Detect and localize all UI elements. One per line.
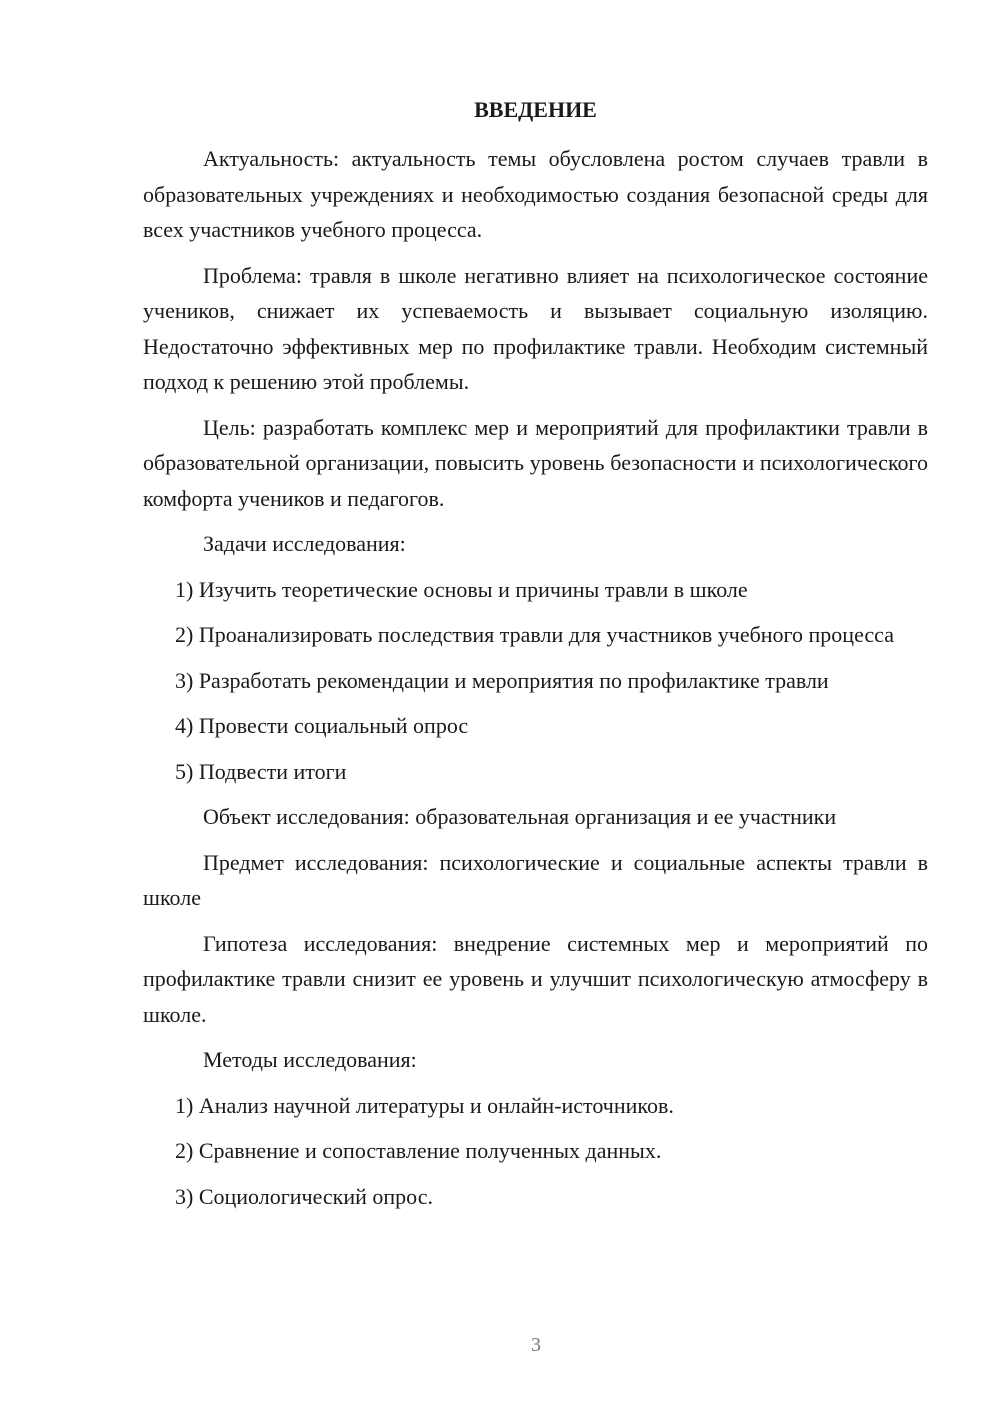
goal-paragraph: Цель: разработать комплекс мер и мероприятий для профилактики травли в образовательной организации, повысить уровень безопасности и психологического комфорта учеников и педагогов. xyxy=(143,414,928,511)
method-item: 2) Сравнение и сопоставление полученных данных. xyxy=(175,1138,662,1163)
method-item: 1) Анализ научной литературы и онлайн-источников. xyxy=(175,1092,674,1118)
methods-heading: Методы исследования: xyxy=(203,1047,417,1072)
task-item: 3) Разработать рекомендации и мероприятия по профилактике травли xyxy=(175,667,829,693)
object-paragraph: Объект исследования: образовательная организация и ее участники xyxy=(203,804,837,829)
page-number: 3 xyxy=(531,1334,541,1356)
method-item: 3) Социологический опрос. xyxy=(175,1183,433,1209)
task-item: 5) Подвести итоги xyxy=(175,758,347,784)
tasks-heading: Задачи исследования: xyxy=(203,531,406,556)
hypothesis-paragraph: Гипотеза исследования: внедрение системных мер и мероприятий по профилактике травли снизит ее уровень и улучшит психологическую атмосферу в школе. xyxy=(143,930,928,1027)
task-item: 2) Проанализировать последствия травли для участников учебного процесса xyxy=(175,622,894,647)
relevance-paragraph: Актуальность: актуальность темы обусловлена ростом случаев травли в образовательных учреждениях и необходимостью создания безопасной среды для всех участников учебного процесса. xyxy=(143,146,928,242)
section-title: ВВЕДЕНИЕ xyxy=(474,97,597,122)
task-item: 4) Провести социальный опрос xyxy=(175,713,469,738)
problem-paragraph: Проблема: травля в школе негативно влияет на психологическое состояние учеников, снижает их успеваемость и вызывает социальную изоляцию. Недостаточно эффективных мер по профилактике травли. Необходим системный подход к решению этой проблемы. xyxy=(143,262,928,394)
document-page xyxy=(143,92,928,1224)
task-item: 1) Изучить теоретические основы и причины травли в школе xyxy=(175,576,748,602)
subject-paragraph: Предмет исследования: психологические и социальные аспекты травли в школе xyxy=(143,849,928,910)
